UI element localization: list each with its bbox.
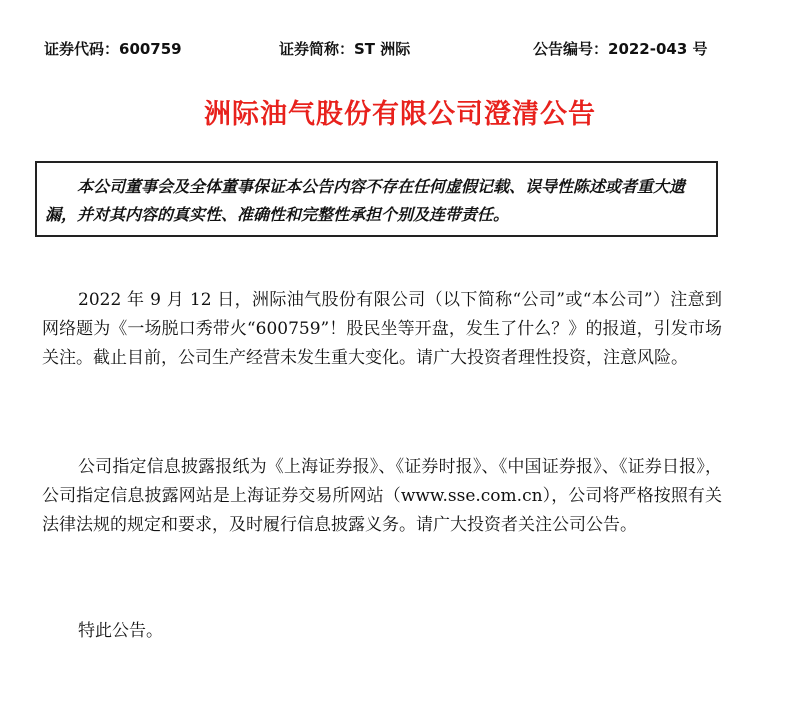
stock-code: 证券代码：600759: [44, 40, 182, 58]
announcement-number: 公告编号：2022-043 号: [533, 40, 708, 58]
body-paragraph-disclosure-channels: 公司指定信息披露报纸为《上海证券报》、《证券时报》、《中国证券报》、《证券日报》，公司指定信息披露网站是上海证券交易所网站（www.sse.com.cn），公司将严格按照有关法律法规的规定和要求，及时履行信息披露义务。请广大投资者关注公司公告。: [42, 457, 722, 535]
board-guarantee-notice: 本公司董事会及全体董事保证本公告内容不存在任何虚假记载、误导性陈述或者重大遗漏，并对其内容的真实性、准确性和完整性承担个别及连带责任。: [35, 161, 718, 237]
body-paragraph-clarification: 2022 年 9 月 12 日，洲际油气股份有限公司（以下简称“公司”或“本公司”）注意到网络题为《一场脱口秀带火“600759”！股民坐等开盘，发生了什么？》的报道，引发市场关注。截止目前，公司生产经营未发生重大变化。请广大投资者理性投资，注意风险。: [42, 290, 722, 368]
document-header: [0, 38, 800, 60]
body-paragraph-closing: 特此公告。: [78, 621, 163, 641]
document-title: 洲际油气股份有限公司澄清公告: [204, 99, 596, 130]
stock-abbreviation: 证券简称：ST 洲际: [279, 40, 411, 58]
